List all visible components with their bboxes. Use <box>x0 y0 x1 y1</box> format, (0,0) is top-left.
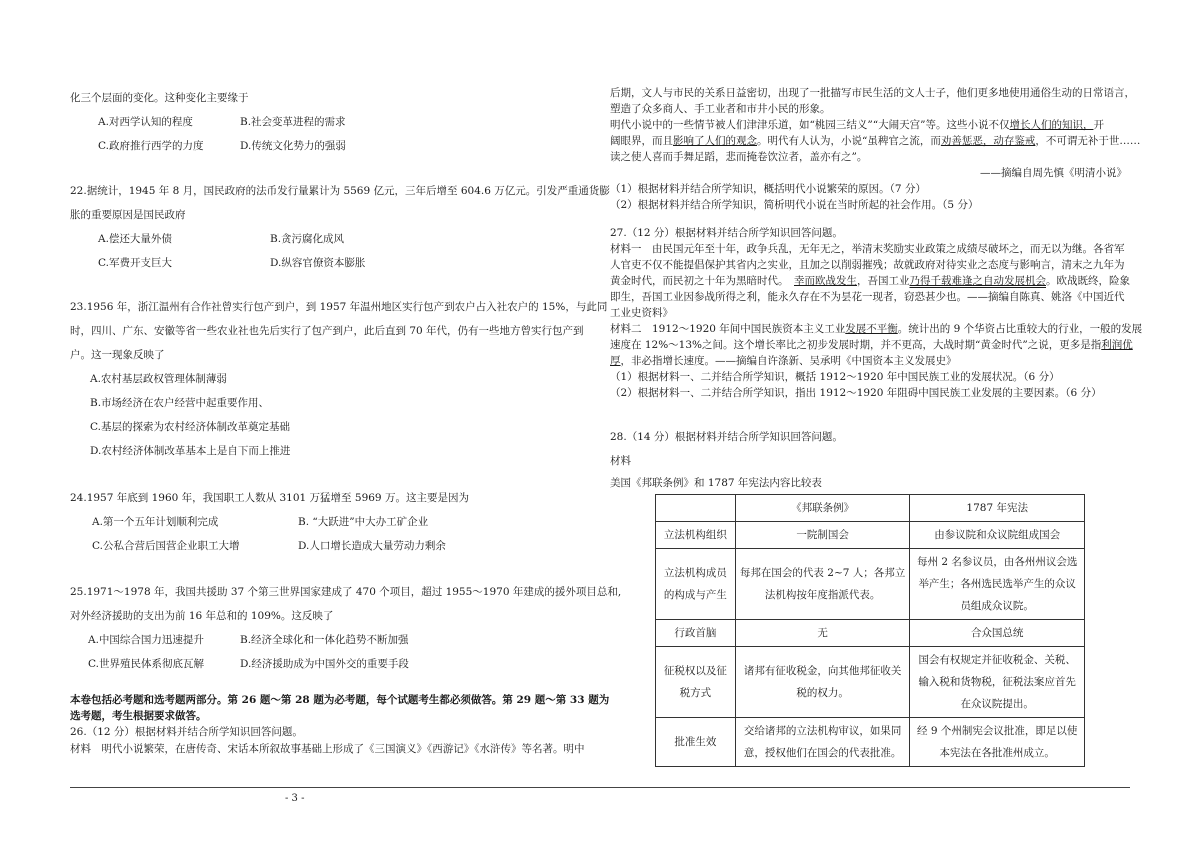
q22-line-1: 22.据统计，1945 年 8 月，国民政府的法币发行量累计为 5569 亿元，三年后增至 604.6 万亿元。引发严重通货膨 <box>70 185 610 197</box>
q26-source: ——摘编自周先慎《明清小说》 <box>980 167 1127 179</box>
q21-option-d: D.传统文化势力的强弱 <box>240 140 346 152</box>
table-cell: 诸邦有征收税金，向其他邦征收关税的权力。 <box>735 647 910 718</box>
q24-option-a: A.第一个五年计划顺利完成 <box>92 516 219 528</box>
table-row <box>656 549 1085 620</box>
q28-material-label: 材料 <box>610 455 631 467</box>
q26-material-line-1: 材料 明代小说繁荣，在唐传奇、宋话本所叙故事基础上形成了《三国演义》《西游记》《水浒传》等名著。明中 <box>70 743 585 755</box>
q28-table-caption: 美国《邦联条例》和 1787 年宪法内容比较表 <box>610 477 822 489</box>
table-header-cell: 1787 年宪法 <box>910 495 1085 522</box>
q26-material-line-3: 塑造了众多商人、手工业者和市井小民的形象。 <box>610 103 831 115</box>
table-row <box>656 620 1085 647</box>
q23-option-d: D.农村经济体制改革基本上是自下而上推进 <box>90 445 291 457</box>
q26-sub-question-1: （1）根据材料并结合所学知识，概括明代小说繁荣的原因。（7 分） <box>610 183 926 195</box>
q23-option-c: C.基层的探索为农村经济体制改革奠定基础 <box>90 421 290 433</box>
table-cell: 每邦在国会的代表 2~7 人；各邦立法机构按年度指派代表。 <box>735 549 910 620</box>
q22-line-2: 胀的重要原因是国民政府 <box>70 209 186 221</box>
table-row <box>656 647 1085 718</box>
q27-material-2-line-2: 速度在 12%～13%之间。这个增长率比之初步发展时期，并不更高，大战时期“黄金时代”之说，更多是指利润优 <box>610 339 1133 351</box>
q22-option-a: A.偿还大量外债 <box>98 233 172 245</box>
section-instructions-line-1: 本卷包括必考题和选考题两部分。第 26 题～第 28 题为必考题，每个试题考生都必须做答。第 29 题～第 33 题为 <box>70 694 610 706</box>
q26-material-line-5: 阔眼界，而且影响了人们的观念。明代有人认为，小说“虽稗官之流，而劝善惩恶，动存鉴戒，不可谓无补于世…… <box>610 135 1141 147</box>
q24-option-d: D.人口增长造成大量劳动力剩余 <box>298 540 446 552</box>
q24-option-c: C.公私合营后国营企业职工大增 <box>92 540 240 552</box>
q27-material-1-line-2: 人官吏不仅不能提倡保护其省内之实业，且加之以削弱摧残；故就政府对待实业之态度与影响言，清末之九年为 <box>610 259 1125 271</box>
q25-option-c: C.世界殖民体系彻底瓦解 <box>88 658 204 670</box>
q23-line-3: 户。这一现象反映了 <box>70 349 165 361</box>
q21-option-c: C.政府推行西学的力度 <box>98 140 204 152</box>
q26-heading: 26.（12 分）根据材料并结合所学知识回答问题。 <box>70 726 303 738</box>
q25-line-2: 对外经济援助的支出为前 16 年总和的 109%。这反映了 <box>70 610 334 622</box>
q27-material-1-line-3: 黄金时代，而民初之十年为黑暗时代。 <box>610 275 789 287</box>
table-cell: 无 <box>735 620 910 647</box>
q28-heading: 28.（14 分）根据材料并结合所学知识回答问题。 <box>610 431 843 443</box>
q26-material-line-6: 读之使人喜而手舞足蹈，悲而掩卷饮泣者，盖亦有之”。 <box>610 151 868 163</box>
q23-line-1: 23.1956 年，浙江温州有合作社曾实行包产到户，到 1957 年温州地区实行包产到农户占入社农户的 15%，与此同 <box>70 301 608 313</box>
table-row-label: 立法机构组织 <box>656 522 736 549</box>
q21-continuation: 化三个层面的变化。这种变化主要缘于 <box>70 92 249 104</box>
table-cell: 国会有权规定并征收税金、关税、输入税和货物税，征税法案应首先在众议院提出。 <box>910 647 1085 718</box>
q21-option-a: A.对西学认知的程度 <box>98 116 193 128</box>
q24-option-b: B. “大跃进”中大办工矿企业 <box>298 516 429 528</box>
table-row-label: 批准生效 <box>656 718 736 767</box>
footer-divider <box>70 787 1130 788</box>
table-row-label: 行政首脑 <box>656 620 736 647</box>
q25-option-b: B.经济全球化和一体化趋势不断加强 <box>240 634 409 646</box>
table-cell: 合众国总统 <box>910 620 1085 647</box>
q25-option-d: D.经济援助成为中国外交的重要手段 <box>240 658 409 670</box>
q27-sub-question-2: （2）根据材料一、二并结合所学知识，指出 1912～1920 年阻碍中国民族工业发展的主要因素。（6 分） <box>610 387 1102 399</box>
q23-line-2: 时，四川、广东、安徽等省一些农业社也先后实行了包产到户，此后直到 70 年代，仍有一些地方曾实行包产到 <box>70 325 584 337</box>
q21-option-b: B.社会变革进程的需求 <box>240 116 346 128</box>
table-cell: 每州 2 名参议员，由各州州议会选举产生；各州选民选举产生的众议员组成众议院。 <box>910 549 1085 620</box>
q27-material-1-line-5: 工业史资料》 <box>610 307 673 319</box>
q23-option-a: A.农村基层政权管理体制薄弱 <box>90 373 227 385</box>
q23-option-b: B.市场经济在农户经营中起重要作用、 <box>90 397 270 409</box>
q26-material-line-2: 后期，文人与市民的关系日益密切，出现了一批描写市民生活的文人士子，他们更多地使用通俗生动的日常语言， <box>610 87 1135 99</box>
page-number: - 3 - <box>285 793 305 804</box>
table-cell: 经 9 个州制宪会议批准，即足以使本宪法在各批准州成立。 <box>910 718 1085 767</box>
table-cell: 交给诸邦的立法机构审议，如果同意，授权他们在国会的代表批准。 <box>735 718 910 767</box>
table-header-row <box>656 495 1085 522</box>
q26-sub-question-2: （2）根据材料并结合所学知识，简析明代小说在当时所起的社会作用。（5 分） <box>610 199 979 211</box>
table-header-cell <box>656 495 736 522</box>
q27-material-1-line-3b: 幸而欧战发生，吾国工业乃得千载难逢之自动发展机会。欧战既终，险象 <box>794 275 1130 287</box>
q26-material-line-4: 明代小说中的一些情节被人们津津乐道，如“桃园三结义”“大闹天宫”等。这些小说不仅增长人们的知识，开 <box>610 119 1104 131</box>
q22-option-c: C.军费开支巨大 <box>98 257 172 269</box>
q24-line-1: 24.1957 年底到 1960 年，我国职工人数从 3101 万猛增至 5969 万。这主要是因为 <box>70 492 469 504</box>
table-cell: 由参议院和众议院组成国会 <box>910 522 1085 549</box>
q22-option-b: B.贪污腐化成风 <box>270 233 345 245</box>
q27-material-1-line-4: 即生，吾国工业因参战所得之利，能永久存在不为昙花一现者，窃恐甚少也。——摘编自陈真、姚洛《中国近代 <box>610 291 1125 303</box>
table-row <box>656 718 1085 767</box>
table-row-label: 立法机构成员的构成与产生 <box>656 549 736 620</box>
q25-line-1: 25.1971～1978 年，我国共援助 37 个第三世界国家建成了 470 个项目，超过 1955～1970 年建成的援外项目总和, <box>70 586 622 598</box>
q22-option-d: D.纵容官僚资本膨胀 <box>270 257 366 269</box>
q27-sub-question-1: （1）根据材料一、二并结合所学知识，概括 1912～1920 年中国民族工业的发展状况。（6 分） <box>610 371 1060 383</box>
section-instructions-line-2: 选考题，考生根据要求做答。 <box>70 710 207 722</box>
comparison-table <box>655 494 1085 767</box>
table-cell: 一院制国会 <box>735 522 910 549</box>
table-header-cell: 《邦联条例》 <box>735 495 910 522</box>
q27-material-2-line-3: 厚，非必指增长速度。——摘编自许涤新、吴承明《中国资本主义发展史》 <box>610 355 957 367</box>
q27-heading: 27.（12 分）根据材料并结合所学知识回答问题。 <box>610 227 843 239</box>
q25-option-a: A.中国综合国力迅速提升 <box>88 634 204 646</box>
q27-material-2-line-1: 材料二 1912～1920 年间中国民族资本主义工业发展不平衡。统计出的 9 个华资占比重较大的行业，一般的发展 <box>610 323 1143 335</box>
table-row <box>656 522 1085 549</box>
q27-material-1-line-1: 材料一 由民国元年至十年，政争兵乱，无年无之，举清末奖励实业政策之成绩尽破坏之，而无以为继。各省军 <box>610 243 1125 255</box>
table-row-label: 征税权以及征税方式 <box>656 647 736 718</box>
